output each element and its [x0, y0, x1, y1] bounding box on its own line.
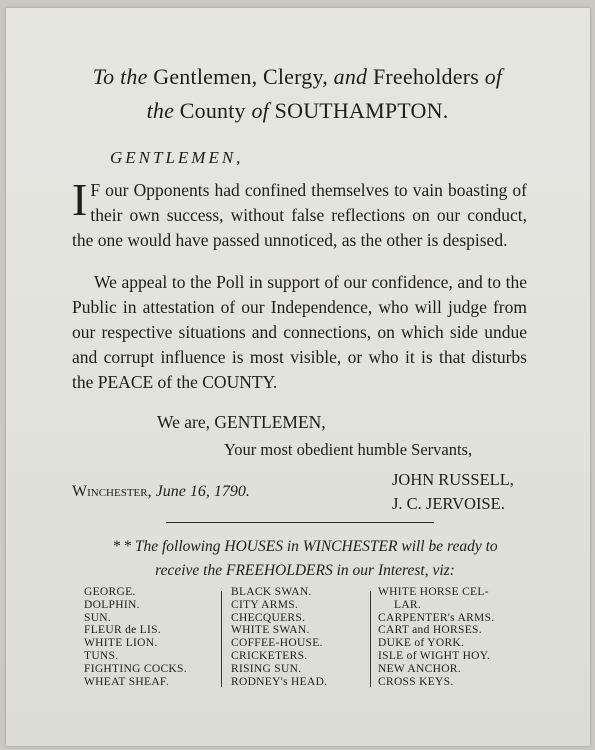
title-word: Freeholders [372, 64, 480, 89]
house-name: FIGHTING COCKS. [84, 662, 187, 675]
signatories [392, 468, 514, 516]
house-name: WHITE SWAN. [231, 624, 310, 637]
title-word: To the [92, 64, 148, 89]
house-name: FLEUR de LIS. [84, 624, 162, 637]
title-word: the [146, 98, 175, 123]
paragraph-1 [72, 174, 527, 253]
house-name: DOLPHIN. [84, 598, 140, 611]
notice-line-2: receive the FREEHOLDERS in our Interest, viz: [155, 562, 455, 579]
houses-column-2 [231, 586, 327, 688]
house-name: CITY ARMS. [231, 598, 299, 611]
paragraph-1-text: F our Opponents had confined themselves to vain boasting of their own success, without false reflections on our conduct, the one would have passed unnoticed, as the other is despised. [72, 180, 527, 250]
house-name: SUN. [84, 611, 112, 624]
house-name: LAR. [394, 598, 422, 611]
house-name: CARPENTER's ARMS. [378, 611, 495, 624]
column-divider [221, 591, 222, 687]
house-name: WHITE LION. [84, 637, 158, 650]
house-name: COFFEE-HOUSE. [231, 637, 323, 650]
house-name: BLACK SWAN. [231, 586, 312, 598]
closing-we-are: We are, GENTLEMEN, [157, 412, 326, 432]
house-name: GEORGE. [84, 586, 136, 598]
title-word: of [251, 98, 269, 123]
house-name: WHITE HORSE CEL- [378, 586, 489, 598]
title-word: Clergy, [262, 64, 328, 89]
houses-column-1 [84, 586, 187, 688]
houses-column-3 [378, 586, 494, 688]
title-word: of [484, 64, 503, 89]
house-name: CROSS KEYS. [378, 675, 454, 688]
house-name: ISLE of WIGHT HOY. [378, 649, 491, 662]
title-line-1 [0, 62, 595, 92]
title-word: Gentlemen, [153, 64, 258, 89]
closing-servants: Your most obedient humble Servants, [224, 440, 473, 459]
notice-line-1: * * The following HOUSES in WINCHESTER will be ready to [112, 538, 498, 555]
house-name: CHECQUERS. [231, 611, 306, 624]
paragraph-2: We appeal to the Poll in support of our confidence, and to the Public in attestation of our Independence, who will judge from our respective situations and connections, on which side undue and corrupt influence is most visible, or who it is that disturbs the PEACE of the COUNTY. [72, 272, 527, 392]
place: Winchester, [72, 483, 152, 500]
house-name: CRICKETERS. [231, 649, 308, 662]
house-name: CART and HORSES. [378, 624, 482, 637]
dateline [72, 483, 250, 501]
house-name: RISING SUN. [231, 662, 302, 675]
house-name: TUNS. [84, 649, 119, 662]
house-name: NEW ANCHOR. [378, 662, 461, 675]
title-line-2 [0, 96, 595, 126]
divider-rule [166, 522, 434, 523]
salutation: GENTLEMEN, [110, 148, 244, 167]
drop-cap: I [72, 174, 88, 225]
house-name: WHEAT SHEAF. [84, 675, 169, 688]
title-word: and [333, 64, 368, 89]
column-divider [370, 591, 371, 687]
signer-name: JOHN RUSSELL, [392, 470, 514, 489]
house-name: RODNEY's HEAD. [231, 675, 328, 688]
title-word: SOUTHAMPTON. [274, 98, 449, 123]
date: June 16, 1790. [155, 483, 250, 500]
title-word: County [179, 98, 246, 123]
signer-name: J. C. JERVOISE. [392, 494, 505, 513]
house-name: DUKE of YORK. [378, 637, 465, 650]
